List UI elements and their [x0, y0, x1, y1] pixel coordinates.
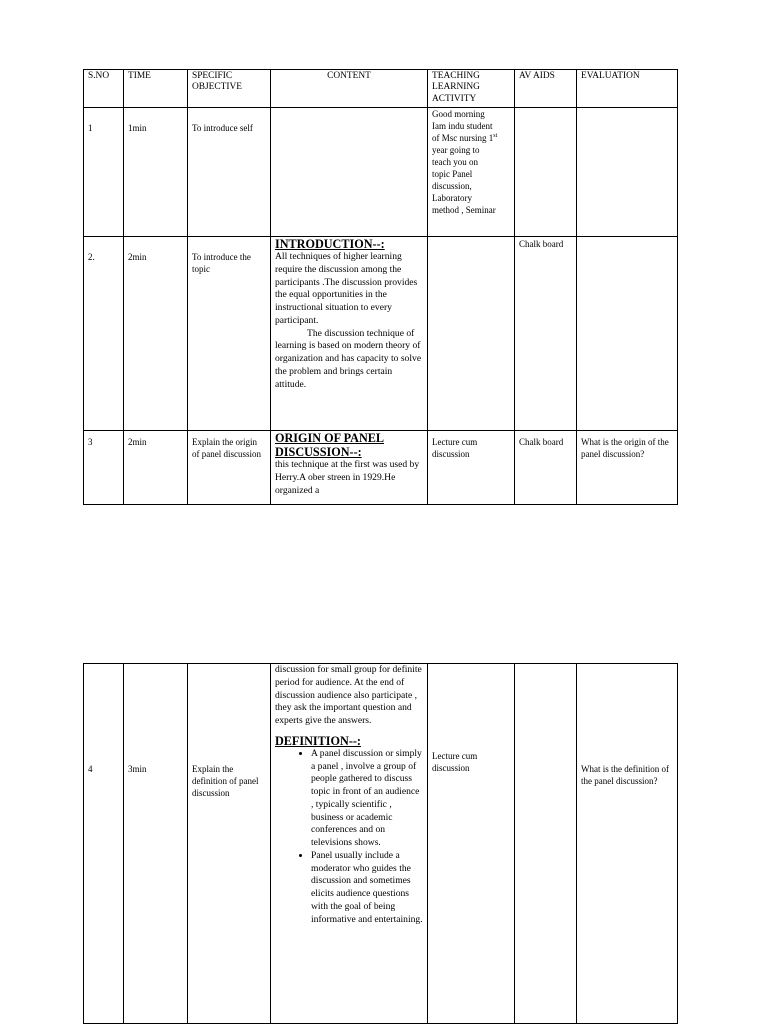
row-sno: 3 [84, 431, 124, 505]
row-content [271, 237, 428, 431]
row-sno: 1 [84, 108, 124, 237]
header-objective: SPECIFIC OBJECTIVE [188, 70, 271, 108]
header-activity: TEACHING LEARNING ACTIVITY [428, 70, 515, 108]
definition-list [275, 748, 423, 927]
row-activity [428, 237, 515, 431]
introduction-paragraph-1: All techniques of higher learning require the discussion among the participants .The discussion provides the equal opportunities in the instructional situation to every participant. [275, 251, 418, 326]
row-av-aids [515, 108, 577, 237]
row-content [271, 431, 428, 505]
header-av-aids: AV AIDS [515, 70, 577, 108]
table-row [84, 664, 678, 1024]
table-row [84, 237, 678, 431]
row-sno: 4 [84, 664, 124, 1024]
row-time: 3min [124, 664, 188, 1024]
row-sno: 2. [84, 237, 124, 431]
list-item: • Panel usually include a moderator who guides the discussion and sometimes elicits audience questions with the goal of being informative and entertaining. [311, 850, 423, 927]
lesson-plan-table-1 [83, 69, 678, 505]
row-time: 2min [124, 237, 188, 431]
introduction-paragraph-2: The discussion technique of learning is based on modern theory of organization and has capacity to solve the problem and brings certain attitude. [275, 327, 422, 390]
row-objective: Explain the definition of panel discussion [188, 664, 271, 1024]
row-time: 1min [124, 108, 188, 237]
row-av-aids: Chalk board [515, 431, 577, 505]
introduction-heading: INTRODUCTION--: [275, 237, 385, 251]
row-objective: To introduce self [188, 108, 271, 237]
header-time: TIME [124, 70, 188, 108]
row-activity: Good morning Iam indu student of Msc nursing 1st year going to teach you on topic Panel discussion, Laboratory method , Seminar [428, 108, 515, 237]
row-activity: Lecture cum discussion [428, 431, 515, 505]
row-av-aids [515, 664, 577, 1024]
header-sno: S.NO [84, 70, 124, 108]
header-content: CONTENT [271, 70, 428, 108]
row-evaluation [577, 108, 678, 237]
definition-heading: DEFINITION--: [275, 733, 361, 748]
row-objective: Explain the origin of panel discussion [188, 431, 271, 505]
row-time: 2min [124, 431, 188, 505]
row-evaluation: What is the origin of the panel discussion? [577, 431, 678, 505]
row-objective: To introduce the topic [188, 237, 271, 431]
origin-paragraph: this technique at the first was used by Herry.A ober streen in 1929.He organized a [275, 459, 420, 496]
table-row [84, 431, 678, 505]
header-evaluation: EVALUATION [577, 70, 678, 108]
list-item: • A panel discussion or simply a panel , involve a group of people gathered to discuss topic in front of an audience , typically scientific , business or academic conferences and on televisions shows. [311, 748, 423, 850]
row-evaluation [577, 237, 678, 431]
origin-heading: ORIGIN OF PANEL DISCUSSION--: [275, 431, 385, 460]
lesson-plan-table-2 [83, 663, 678, 1024]
row-evaluation: What is the definition of the panel discussion? [577, 664, 678, 1024]
row-av-aids: Chalk board [515, 237, 577, 431]
row-content [271, 108, 428, 237]
header-row [84, 70, 678, 108]
table-row [84, 108, 678, 237]
row-content [271, 664, 428, 1024]
continued-paragraph: discussion for small group for definite period for audience. At the end of discussion audience also participate , they ask the important question and experts give the answers. [275, 664, 422, 726]
row-activity: Lecture cum discussion [428, 664, 515, 1024]
